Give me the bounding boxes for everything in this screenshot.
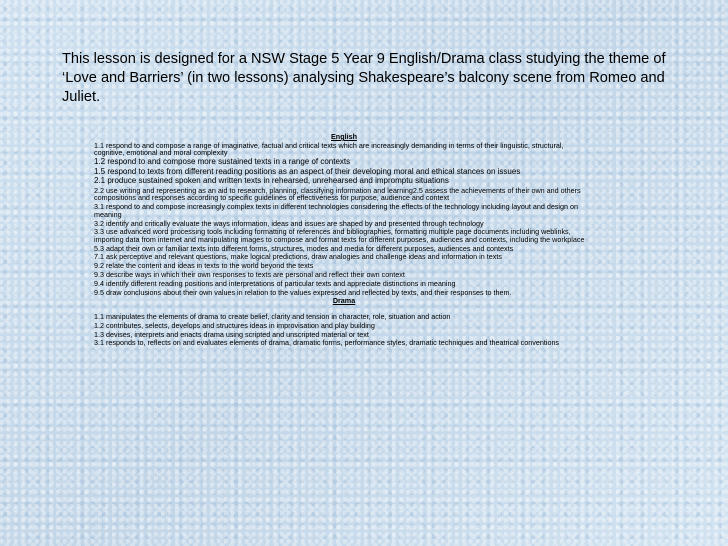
drama-heading: Drama — [332, 296, 356, 306]
english-outcome: 9.4 identify different reading positions and interpretations of particular texts and appreciate distinctions in meaning — [94, 278, 456, 288]
drama-outcome: 1.1 manipulates the elements of drama to create belief, clarity and tension in character, role, situation and action — [94, 311, 451, 321]
english-outcome: 3.3 use advanced word processing tools including formatting of references and bibliographies, formatting multiple page documents including weblinks, importing data from internet and manipulating images to compose and format texts for different purposes, audiences and contexts, including the workplace — [94, 227, 585, 244]
intro-paragraph: This lesson is designed for a NSW Stage 5 Year 9 English/Drama class studying the theme of ‘Love and Barriers’ (in two lessons) analysing Shakespeare’s balcony scene from Romeo and Juliet. — [62, 51, 666, 105]
drama-outcome: 1.3 devises, interprets and enacts drama using scripted and unscripted material or text — [94, 329, 369, 339]
drama-outcome: 3.1 responds to, reflects on and evaluates elements of drama, dramatic forms, performance styles, dramatic techniques and theatrical conventions — [94, 338, 560, 348]
english-outcome: 2.2 use writing and representing as an aid to research, planning, classifying information and learning2.5 assess the achievements of their own and others compositions and responses according to specific guidelines of effectiveness for purpose, audience and context — [94, 185, 581, 203]
english-outcome: 9.5 draw conclusions about their own values in relation to the values expressed and reflected by texts, and their responses to them. — [94, 287, 512, 297]
drama-outcome: 1.2 contributes, selects, develops and structures ideas in improvisation and play building — [94, 320, 375, 330]
english-outcome: 1.5 respond to texts from different reading positions as an aspect of their developing moral and ethical stances on issues — [94, 166, 521, 176]
english-outcome: 2.1 produce sustained spoken and written texts in rehearsed, unrehearsed and impromptu situations — [94, 176, 449, 186]
english-outcome: 3.2 identify and critically evaluate the ways information, ideas and issues are shaped by and presented through technology — [94, 218, 484, 228]
syllabus-outcomes — [94, 133, 594, 348]
english-outcome: 1.2 respond to and compose more sustained texts in a range of contexts — [94, 156, 351, 166]
english-outcome: 9.2 relate the content and ideas in texts to the world beyond the texts — [94, 261, 314, 271]
english-outcome: 5.3 adapt their own or familiar texts into different forms, structures, modes and media for different purposes, audiences and contexts — [94, 243, 514, 253]
english-outcome: 7.1 ask perceptive and relevant questions, make logical predictions, draw analogies and challenge ideas and information in texts — [94, 252, 502, 262]
english-heading: English — [331, 132, 357, 141]
english-outcome: 9.3 describe ways in which their own responses to texts are personal and reflect their own context — [94, 270, 405, 279]
english-outcome: 3.1 respond to and compose increasingly complex texts in different technologies considering the effects of the technology including layout and design on meaning — [94, 202, 579, 219]
english-outcome: 1.1 respond to and compose a range of imaginative, factual and critical texts which are increasingly demanding in terms of their linguistic, structural, cognitive, emotional and moral complexity — [94, 140, 564, 158]
